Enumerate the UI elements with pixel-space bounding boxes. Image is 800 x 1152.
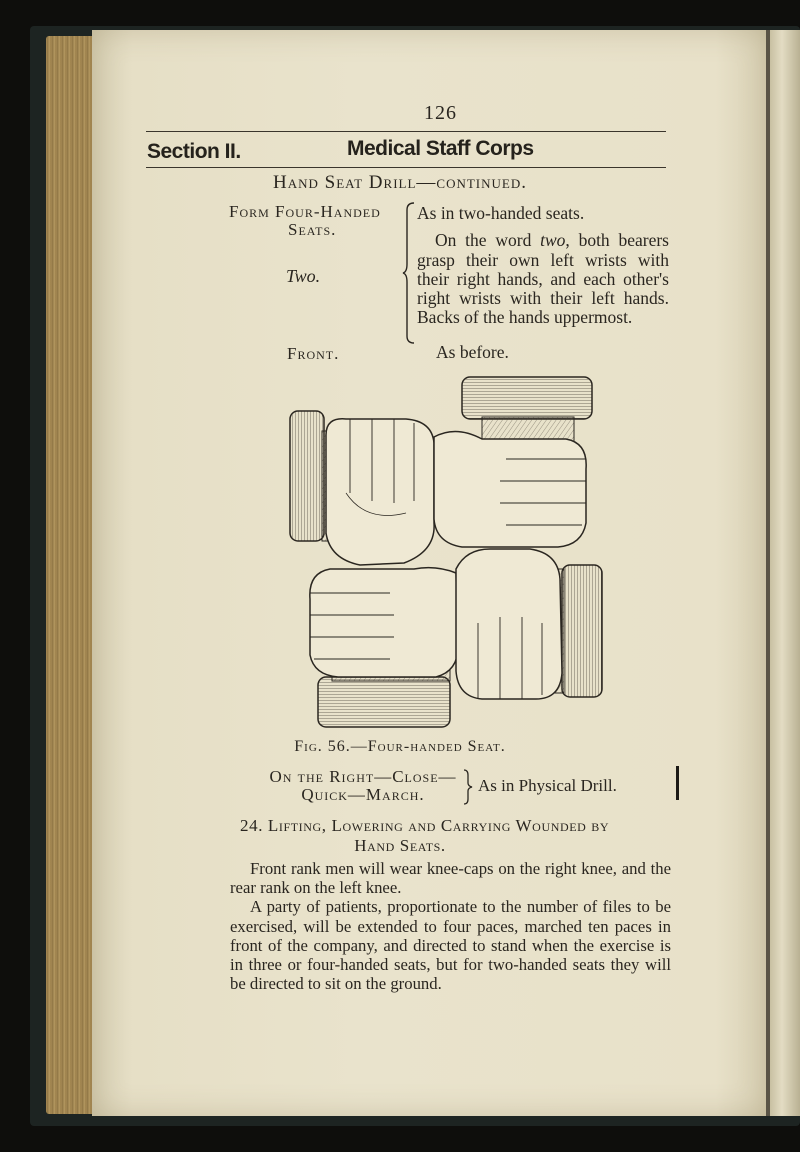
- cuff-top-left: [290, 411, 324, 541]
- header-rule-top: [146, 131, 666, 132]
- cuff-bottom-left: [318, 677, 450, 727]
- paragraph: Front rank men will wear knee-caps on the right knee, and the rear rank on the left knee.: [230, 859, 671, 898]
- section-24-heading-line-2: Hand Seats.: [354, 836, 446, 855]
- section-24-body: [230, 859, 671, 993]
- form-label: Form Four-Handed: [229, 202, 381, 221]
- march-brace: [462, 769, 474, 805]
- march-instruction: As in Physical Drill.: [478, 776, 617, 795]
- section-24-heading: 24. Lifting, Lowering and Carrying Wounded by: [240, 816, 610, 835]
- march-command-line-2: Quick—March.: [301, 785, 425, 804]
- four-handed-seat-illustration: [286, 373, 608, 731]
- paragraph: A party of patients, proportionate to the number of files to be exercised, will be extended to four paces, marched ten paces in front of the company, and directed to stand when the exercise is in three or four-handed seats, but for two-handed seats they will be directed to sit on the ground.: [230, 897, 671, 994]
- curly-brace: [402, 202, 416, 344]
- hand-top-left: [326, 419, 434, 565]
- march-command-line-1: On the Right—Close—: [269, 767, 457, 786]
- hand-bottom-left: [310, 568, 458, 677]
- front-text: As before.: [436, 342, 509, 362]
- march-command: [260, 768, 466, 804]
- two-label: Two.: [286, 266, 321, 286]
- header-rule-bottom: [146, 167, 666, 168]
- front-label: Front.: [287, 344, 340, 363]
- page-number: 126: [424, 102, 457, 124]
- form-text: As in two-handed seats.: [417, 203, 585, 223]
- drill-instructions: [417, 204, 669, 328]
- form-label-seats: Seats.: [288, 220, 337, 239]
- cuff-top-right: [462, 377, 592, 419]
- cuff-bottom-right: [562, 565, 602, 697]
- hand-top-right: [434, 431, 586, 547]
- subheading: Hand Seat Drill—continued.: [273, 172, 527, 193]
- section-label: Section II.: [147, 140, 241, 163]
- emphasis-two: two: [540, 230, 566, 251]
- hand-bottom-right: [456, 549, 562, 699]
- margin-mark: [676, 766, 679, 800]
- running-header-title: Medical Staff Corps: [347, 137, 534, 160]
- two-text: On the word two, both bearers grasp their own left wrists with their right hands, and each other's right wrists with their left hands. Backs of the hands uppermost.: [417, 230, 669, 328]
- figure-caption: Fig. 56.—Four-handed Seat.: [294, 738, 506, 755]
